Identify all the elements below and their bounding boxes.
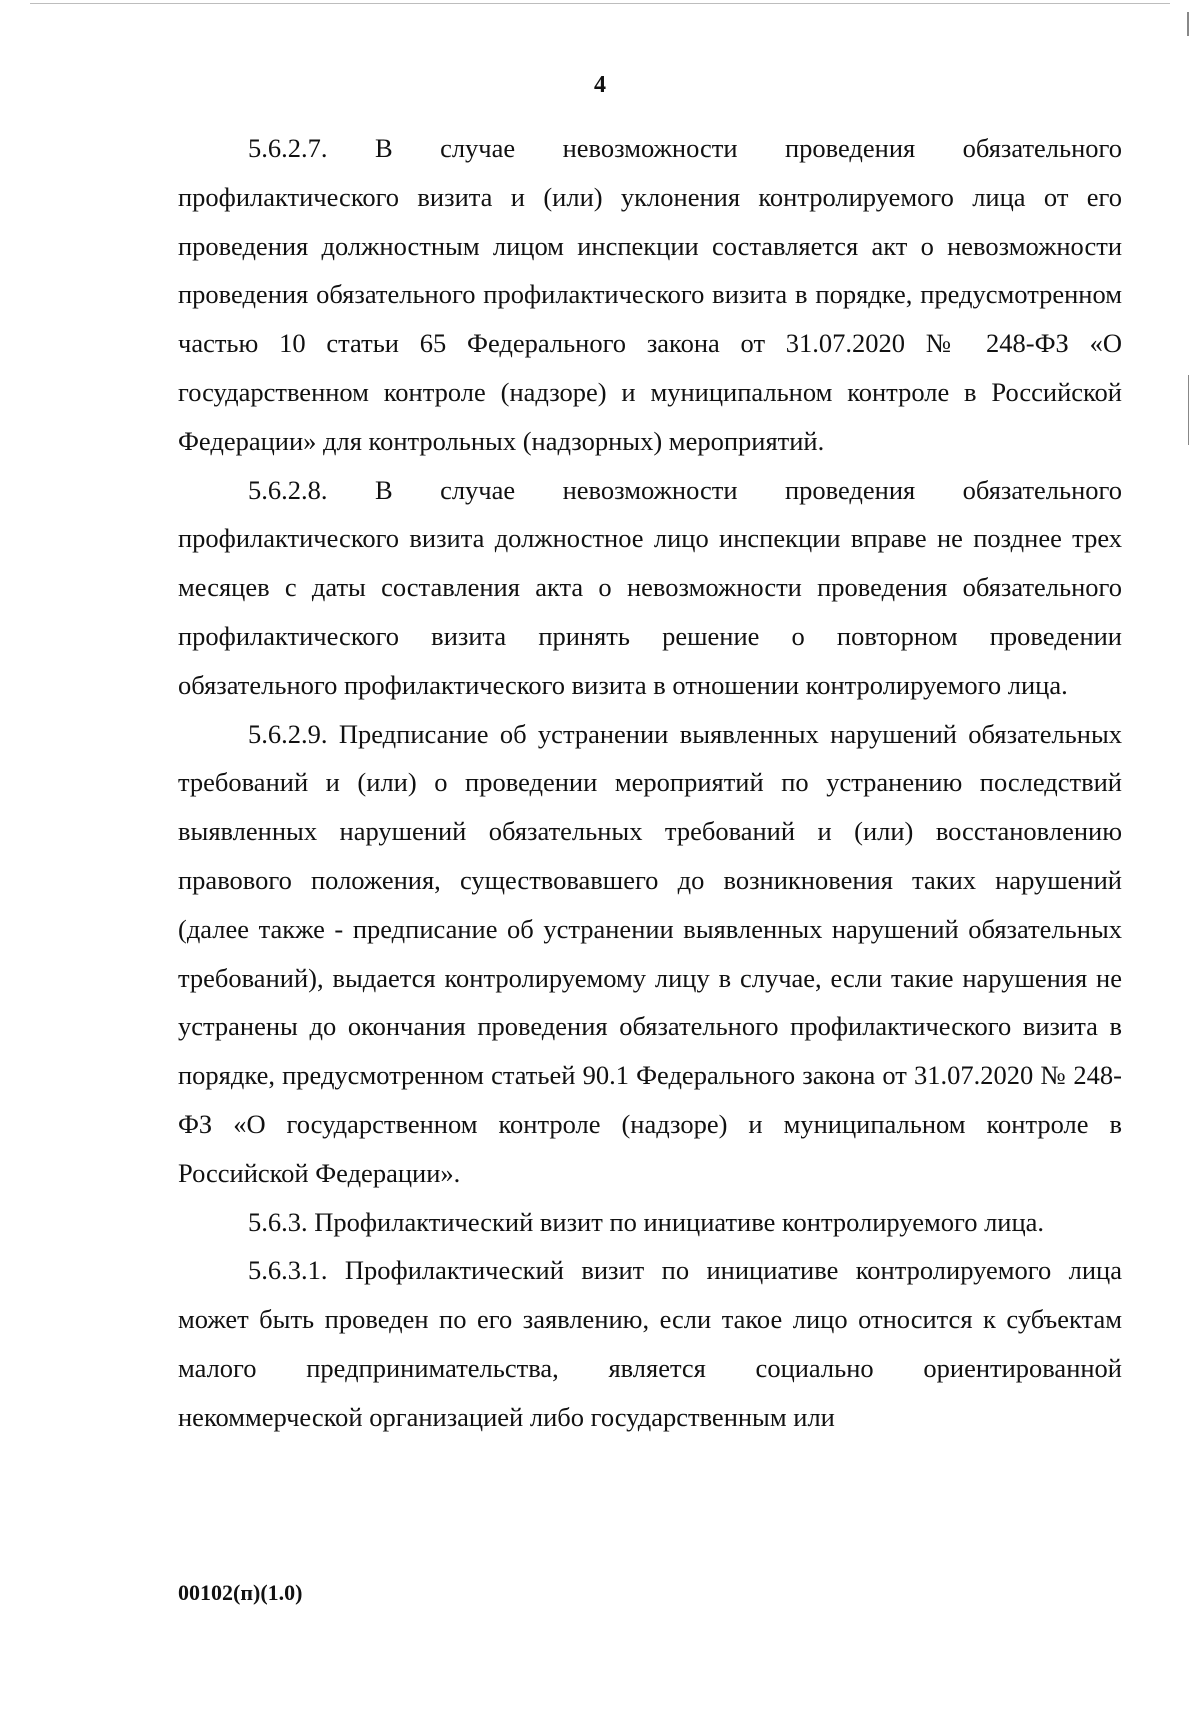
scan-margin-mark <box>1188 375 1189 445</box>
paragraph-5-6-2-8: 5.6.2.8. В случае невозможности проведения обязательного профилактического визита должностное лицо инспекции вправе не позднее трех месяцев с даты составления акта о невозможности проведения обязательного профилактического визита принять решение о повторном проведении обязательного профилактического визита в отношении контролируемого лица. <box>178 474 1122 700</box>
document-body <box>178 124 1122 1442</box>
paragraph-5-6-2-7: 5.6.2.7. В случае невозможности проведения обязательного профилактического визита и (или) уклонения контролируемого лица от его проведения должностным лицом инспекции составляется акт о невозможности проведения обязательного профилактического визита в порядке, предусмотренном частью 10 статьи 65 Федерального закона от 31.07.2020 № 248-ФЗ «О государственном контроле (надзоре) и муниципальном контроле в Российской Федерации» для контрольных (надзорных) мероприятий. <box>178 133 1122 456</box>
page-number: 4 <box>594 72 606 98</box>
paragraph-5-6-3-1: 5.6.3.1. Профилактический визит по инициативе контролируемого лица может быть проведен по его заявлению, если такое лицо относится к субъектам малого предпринимательства, является социально ориентированной некоммерческой организацией либо государственным или <box>178 1255 1122 1432</box>
scan-margin-mark <box>1187 12 1189 36</box>
scan-top-edge <box>30 3 1170 4</box>
paragraph-5-6-3: 5.6.3. Профилактический визит по инициативе контролируемого лица. <box>248 1206 1045 1237</box>
document-code: 00102(п)(1.0) <box>178 1580 303 1605</box>
paragraph-5-6-2-9: 5.6.2.9. Предписание об устранении выявленных нарушений обязательных требований и (или) о проведении мероприятий по устранению последствий выявленных нарушений обязательных требований и (или) восстановлению правового положения, существовавшего до возникновения таких нарушений (далее также - предписание об устранении выявленных нарушений обязательных требований), выдается контролируемому лицу в случае, если такие нарушения не устранены до окончания проведения обязательного профилактического визита в порядке, предусмотренном статьей 90.1 Федерального закона от 31.07.2020 № 248-ФЗ «О государственном контроле (надзоре) и муниципальном контроле в Российской Федерации». <box>178 718 1122 1188</box>
